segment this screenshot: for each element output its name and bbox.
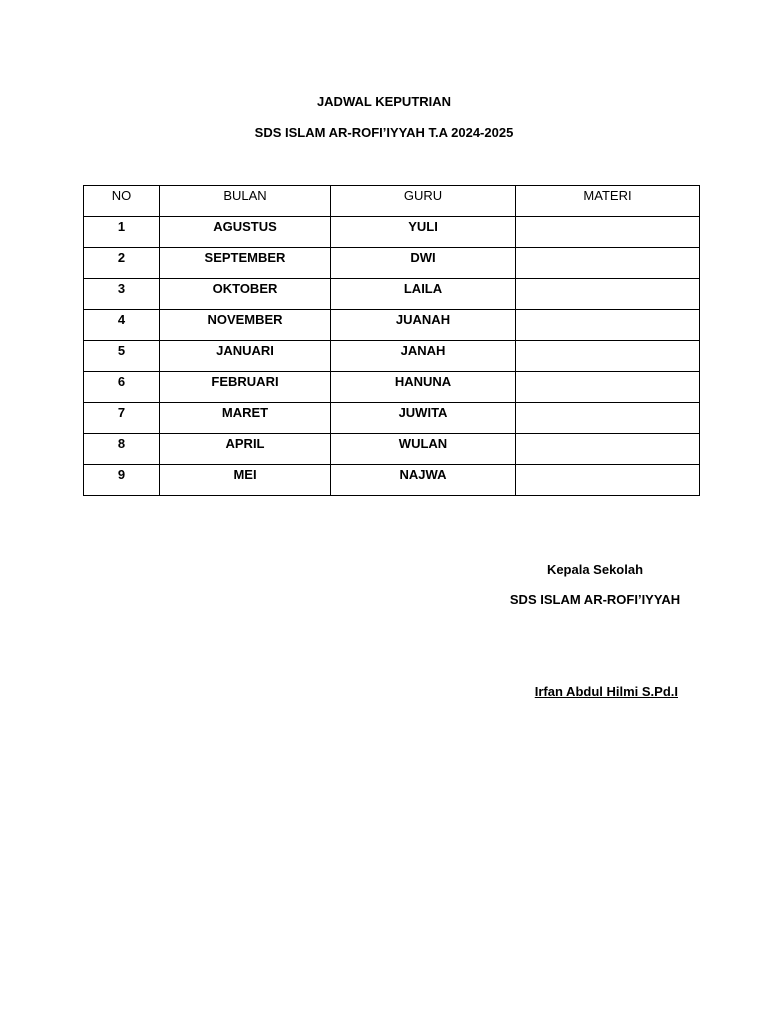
cell-materi-text [516,217,699,220]
cell-no [84,465,160,496]
table-row [84,310,700,341]
schedule-table [83,185,700,496]
cell-bulan [160,434,331,465]
cell-bulan-text: FEBRUARI [211,374,279,389]
header-guru-label: GURU [403,188,443,203]
cell-bulan [160,248,331,279]
signature-role: Kepala Sekolah [546,562,644,577]
cell-no-text: 9 [117,467,126,482]
cell-materi [516,341,700,372]
cell-no-text: 5 [117,343,126,358]
cell-materi-text [516,465,699,468]
cell-guru [331,341,516,372]
cell-bulan-text: MEI [233,467,257,482]
header-materi [516,186,700,217]
cell-guru-text: NAJWA [399,467,447,482]
cell-bulan [160,341,331,372]
cell-guru [331,279,516,310]
cell-no [84,279,160,310]
cell-bulan-text: OKTOBER [212,281,278,296]
cell-materi-text [516,372,699,375]
cell-no [84,310,160,341]
cell-guru [331,248,516,279]
cell-no [84,434,160,465]
cell-guru-text: DWI [410,250,436,265]
cell-guru [331,310,516,341]
cell-materi [516,403,700,434]
cell-guru-text: JANAH [400,343,446,358]
table-row [84,341,700,372]
cell-materi [516,310,700,341]
signature-name: Irfan Abdul Hilmi S.Pd.I [534,684,678,699]
table-row [84,372,700,403]
cell-guru-text: LAILA [403,281,443,296]
cell-no-text: 6 [117,374,126,389]
table-row [84,434,700,465]
cell-bulan-text: NOVEMBER [207,312,283,327]
cell-bulan [160,372,331,403]
header-bulan-label: BULAN [223,188,267,203]
cell-guru [331,434,516,465]
table-row [84,279,700,310]
cell-bulan-text: SEPTEMBER [204,250,286,265]
cell-bulan [160,310,331,341]
cell-no-text: 3 [117,281,126,296]
cell-materi-text [516,279,699,282]
cell-no [84,341,160,372]
cell-no-text: 2 [117,250,126,265]
header-materi-label: MATERI [583,188,632,203]
header-bulan [160,186,331,217]
cell-bulan-text: MARET [221,405,269,420]
cell-bulan-text: AGUSTUS [213,219,277,234]
cell-materi [516,434,700,465]
cell-guru [331,403,516,434]
cell-no-text: 8 [117,436,126,451]
header-no [84,186,160,217]
cell-guru-text: JUANAH [395,312,451,327]
cell-materi-text [516,248,699,251]
cell-no [84,248,160,279]
cell-no [84,403,160,434]
document-title: JADWAL KEPUTRIAN [316,94,452,109]
signature-school: SDS ISLAM AR-ROFI’IYYAH [509,592,681,607]
cell-materi-text [516,341,699,344]
cell-guru-text: WULAN [398,436,448,451]
cell-no-text: 4 [117,312,126,327]
table-row [84,465,700,496]
cell-materi [516,217,700,248]
cell-guru [331,217,516,248]
header-no-label: NO [111,188,132,203]
table-row [84,248,700,279]
cell-no [84,217,160,248]
table-row [84,403,700,434]
cell-guru-text: HANUNA [394,374,452,389]
cell-materi [516,465,700,496]
cell-bulan [160,403,331,434]
cell-bulan-text: JANUARI [216,343,274,358]
cell-no [84,372,160,403]
cell-materi [516,372,700,403]
cell-materi-text [516,310,699,313]
cell-bulan-text: APRIL [225,436,265,451]
cell-no-text: 7 [117,405,126,420]
header-guru [331,186,516,217]
cell-materi [516,279,700,310]
cell-guru [331,372,516,403]
cell-guru [331,465,516,496]
table-header-row [84,186,700,217]
cell-bulan [160,279,331,310]
cell-materi-text [516,434,699,437]
cell-guru-text: JUWITA [398,405,448,420]
cell-bulan [160,217,331,248]
table-row [84,217,700,248]
cell-materi [516,248,700,279]
document-subtitle: SDS ISLAM AR-ROFI’IYYAH T.A 2024-2025 [254,125,514,140]
cell-bulan [160,465,331,496]
cell-materi-text [516,403,699,406]
cell-guru-text: YULI [408,219,438,234]
cell-no-text: 1 [117,219,126,234]
